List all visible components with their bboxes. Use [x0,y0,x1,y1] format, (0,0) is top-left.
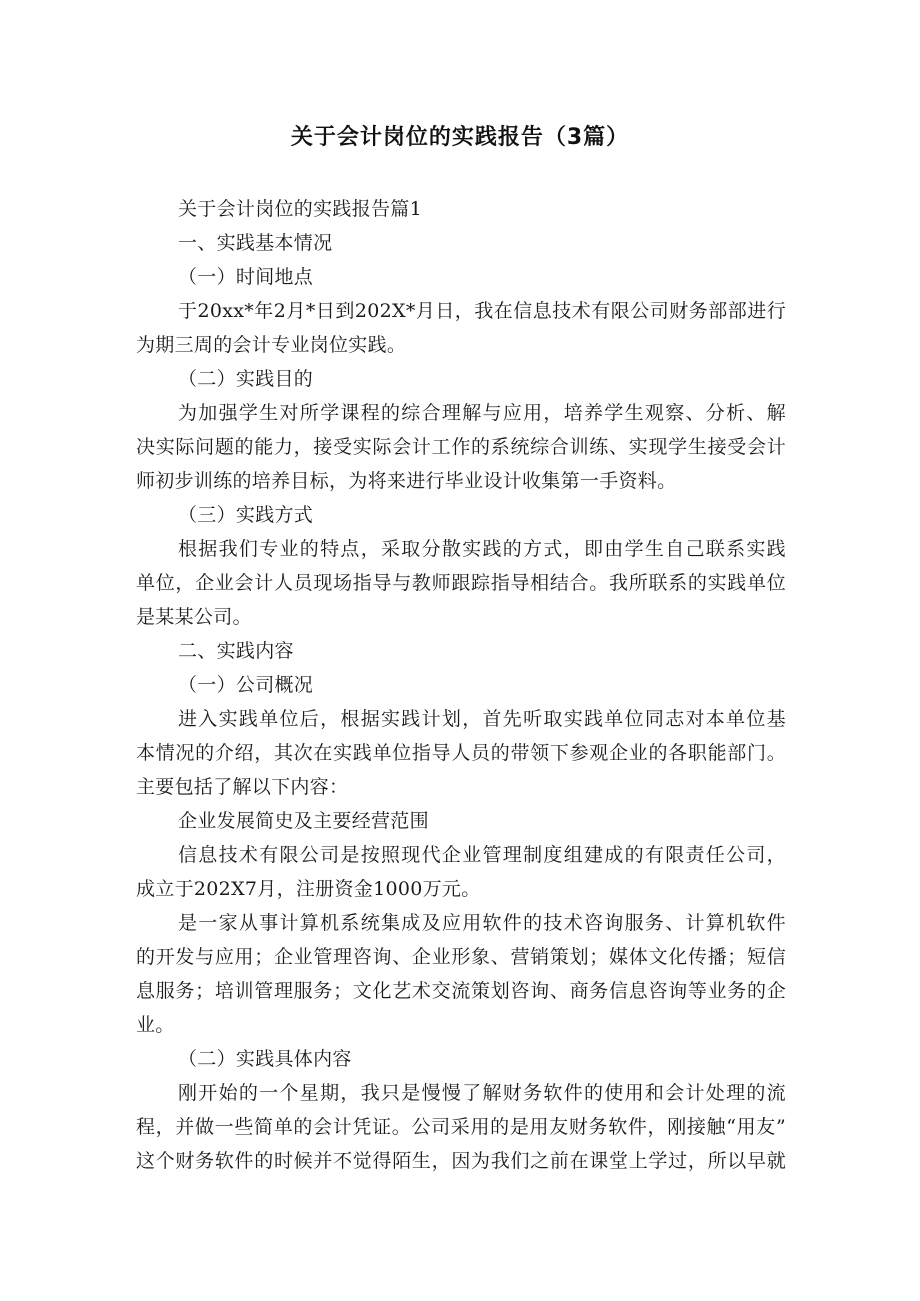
text-line: 决实际问题的能力，接受实际会计工作的系统综合训练、实现学生接受会计 [136,436,786,458]
text-line: （二）实践目的 [178,368,314,390]
text-line: 程，并做一些简单的会计凭证。公司采用的是用友财务软件，刚接触“用友” [136,1116,786,1138]
text-line: （一）时间地点 [178,266,314,288]
text-line: 业。 [136,1014,175,1036]
text-line: 一、实践基本情况 [178,232,333,254]
text-line: 单位，企业会计人员现场指导与教师跟踪指导相结合。我所联系的实践单位 [136,572,786,594]
text-line: 成立于202X7月，注册资金1000万元。 [136,878,481,900]
text-line: （一）公司概况 [178,674,314,696]
document-body [136,192,786,1178]
text-line: （三）实践方式 [178,504,314,526]
text-line: 刚开始的一个星期，我只是慢慢了解财务软件的使用和会计处理的流 [178,1082,786,1104]
text-line: 于20xx*年2月*日到202X*月日，我在信息技术有限公司财务部部进行 [178,300,786,322]
text-line: 为期三周的会计专业岗位实践。 [136,334,407,356]
text-line: 息服务；培训管理服务；文化艺术交流策划咨询、商务信息咨询等业务的企 [136,980,786,1002]
text-line: 二、实践内容 [178,640,294,662]
text-line: 企业发展简史及主要经营范围 [178,810,429,832]
text-line: 的开发与应用；企业管理咨询、企业形象、营销策划；媒体文化传播；短信 [136,946,786,968]
text-line: 是一家从事计算机系统集成及应用软件的技术咨询服务、计算机软件 [178,912,786,934]
text-line: （二）实践具体内容 [178,1048,352,1070]
text-line: 根据我们专业的特点，采取分散实践的方式，即由学生自己联系实践 [178,538,786,560]
text-line: 主要包括了解以下内容： [136,776,349,798]
text-line: 本情况的介绍，其次在实践单位指导人员的带领下参观企业的各职能部门。 [136,742,786,764]
text-line: 是某某公司。 [136,606,252,628]
text-line: 信息技术有限公司是按照现代企业管理制度组建成的有限责任公司， [178,844,786,866]
text-line: 为加强学生对所学课程的综合理解与应用，培养学生观察、分析、解 [178,402,786,424]
text-line: 这个财务软件的时候并不觉得陌生，因为我们之前在课堂上学过，所以早就 [136,1150,786,1172]
document-title: 关于会计岗位的实践报告（3篇） [290,125,630,150]
text-line: 师初步训练的培养目标，为将来进行毕业设计收集第一手资料。 [136,470,677,492]
text-line: 关于会计岗位的实践报告篇1 [178,198,422,220]
text-line: 进入实践单位后，根据实践计划，首先听取实践单位同志对本单位基 [178,708,786,730]
